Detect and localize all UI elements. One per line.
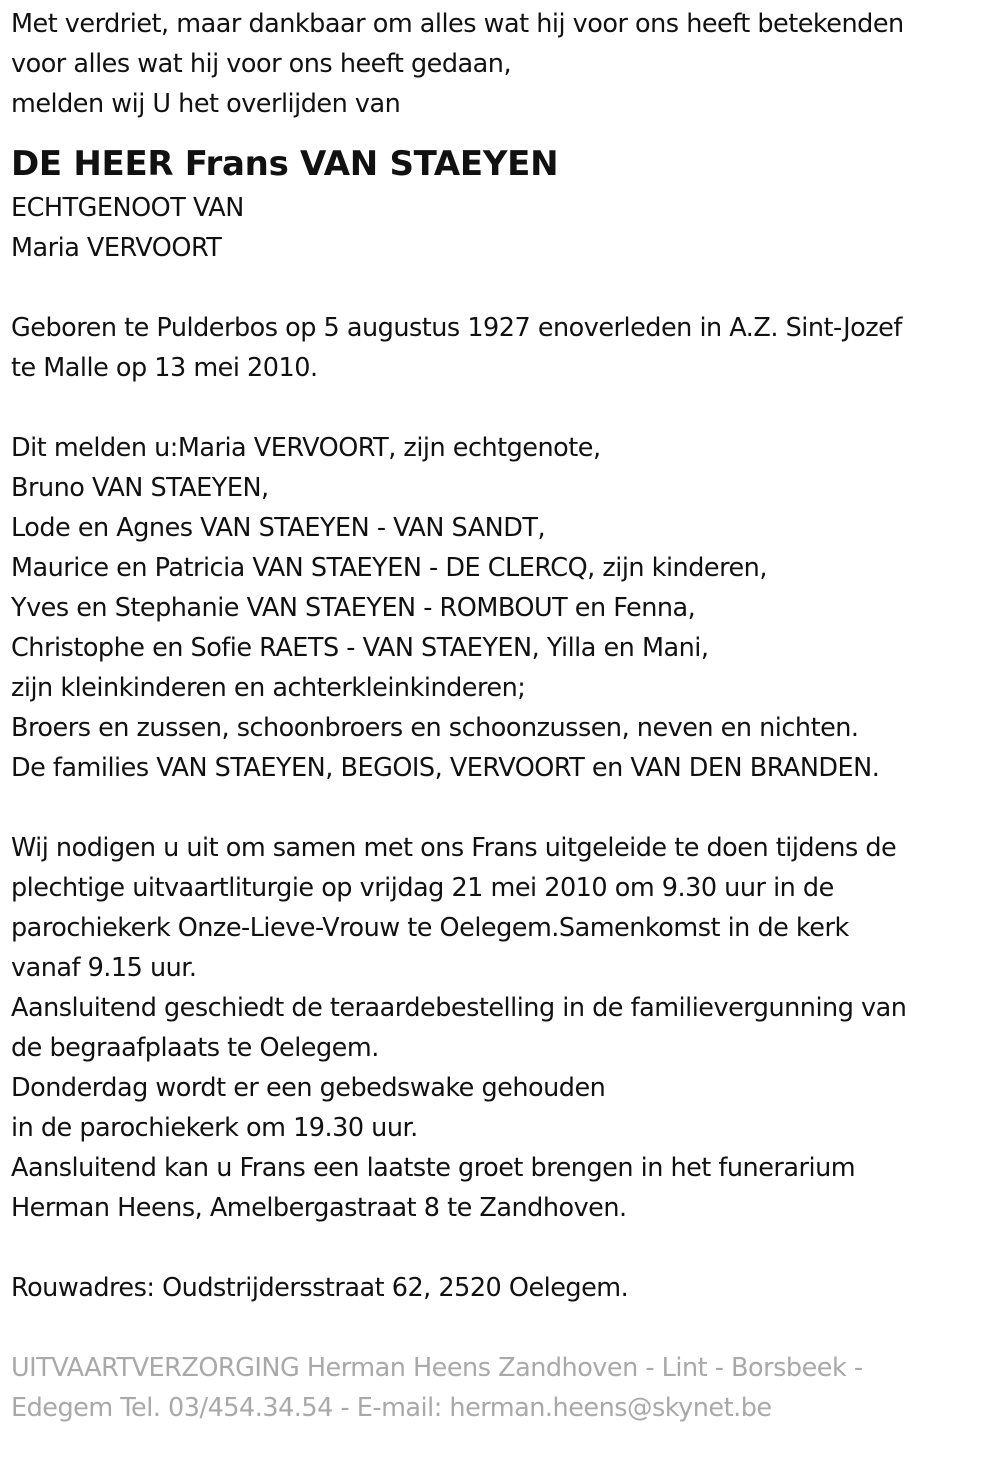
funeral-section <box>11 828 993 1228</box>
spacer <box>11 1308 993 1348</box>
birth-death-section <box>11 308 993 388</box>
family-line: Christophe en Sofie RAETS - VAN STAEYEN, Yilla en Mani, <box>11 633 709 663</box>
funeral-line: in de parochiekerk om 19.30 uur. <box>11 1113 418 1143</box>
funeral-line: Donderdag wordt er een gebedswake gehouden <box>11 1073 606 1103</box>
spouse-line: ECHTGENOOT VAN <box>11 193 244 223</box>
funeral-line: plechtige uitvaartliturgie op vrijdag 21 mei 2010 om 9.30 uur in de <box>11 873 834 903</box>
footer-line: UITVAARTVERZORGING Herman Heens Zandhoven - Lint - Borsbeek - <box>11 1353 863 1383</box>
funeral-line: parochiekerk Onze-Lieve-Vrouw te Oelegem.Samenkomst in de kerk <box>11 913 849 943</box>
spacer <box>11 1228 993 1268</box>
spacer <box>11 388 993 428</box>
funeral-line: Aansluitend kan u Frans een laatste groet brengen in het funerarium <box>11 1153 856 1183</box>
intro-line: Met verdriet, maar dankbaar om alles wat hij voor ons heeft betekenden <box>11 9 904 39</box>
deceased-name: DE HEER Frans VAN STAEYEN <box>11 144 559 184</box>
funeral-line: de begraafplaats te Oelegem. <box>11 1033 379 1063</box>
family-line: Dit melden u:Maria VERVOORT, zijn echtgenote, <box>11 433 601 463</box>
family-line: Maurice en Patricia VAN STAEYEN - DE CLERCQ, zijn kinderen, <box>11 553 767 583</box>
footer-line: Edegem Tel. 03/454.34.54 - E-mail: herman.heens@skynet.be <box>11 1393 772 1423</box>
intro-section <box>11 4 993 124</box>
family-line: De families VAN STAEYEN, BEGOIS, VERVOORT en VAN DEN BRANDEN. <box>11 753 880 783</box>
spacer <box>11 268 993 308</box>
intro-line: voor alles wat hij voor ons heeft gedaan, <box>11 49 512 79</box>
funeral-line: Aansluitend geschiedt de teraardebestelling in de familievergunning van <box>11 993 907 1023</box>
family-line: zijn kleinkinderen en achterkleinkinderen; <box>11 673 526 703</box>
mourning-address: Rouwadres: Oudstrijdersstraat 62, 2520 Oelegem. <box>11 1273 629 1303</box>
funeral-line: vanaf 9.15 uur. <box>11 953 197 983</box>
spouse-line: Maria VERVOORT <box>11 233 222 263</box>
intro-line: melden wij U het overlijden van <box>11 89 401 119</box>
family-section <box>11 428 993 788</box>
funeral-line: Wij nodigen u uit om samen met ons Frans uitgeleide te doen tijdens de <box>11 833 897 863</box>
funeral-line: Herman Heens, Amelbergastraat 8 te Zandhoven. <box>11 1193 627 1223</box>
funeral-director-footer <box>11 1348 993 1428</box>
family-line: Lode en Agnes VAN STAEYEN - VAN SANDT, <box>11 513 546 543</box>
family-line: Yves en Stephanie VAN STAEYEN - ROMBOUT en Fenna, <box>11 593 696 623</box>
birth-death-line: te Malle op 13 mei 2010. <box>11 353 318 383</box>
obituary-notice <box>11 4 993 1428</box>
spouse-section <box>11 188 993 268</box>
family-line: Broers en zussen, schoonbroers en schoonzussen, neven en nichten. <box>11 713 859 743</box>
family-line: Bruno VAN STAEYEN, <box>11 473 269 503</box>
spacer <box>11 788 993 828</box>
birth-death-line: Geboren te Pulderbos op 5 augustus 1927 enoverleden in A.Z. Sint-Jozef <box>11 313 902 343</box>
